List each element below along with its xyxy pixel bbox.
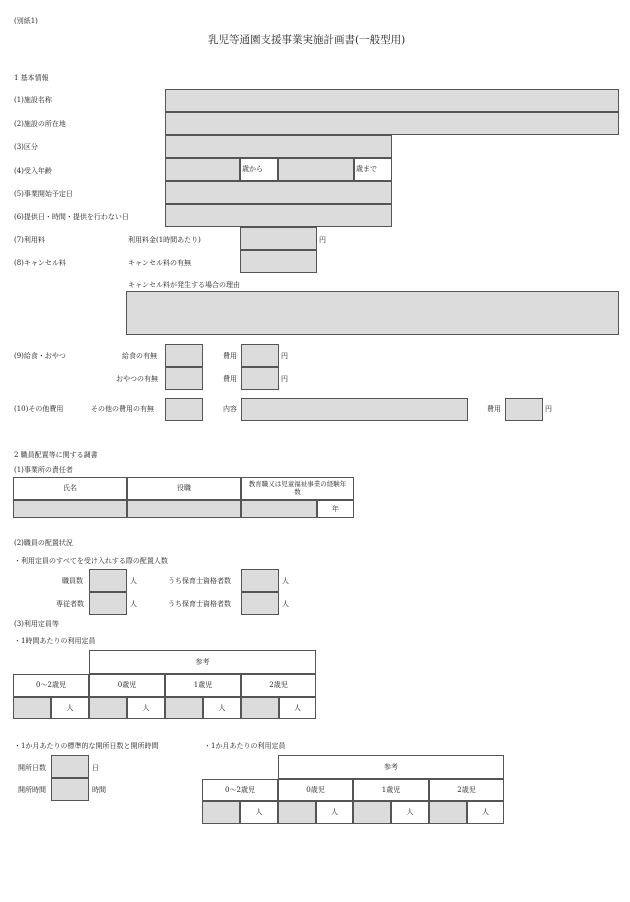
age-label: (4)受入年齢 (14, 167, 52, 175)
manager-years-unit-cell (317, 500, 354, 518)
open-days-unit: 日 (92, 764, 99, 772)
meal-cost-field[interactable] (241, 344, 279, 367)
open-days-field[interactable] (51, 755, 89, 778)
fee-yen-unit: 円 (319, 236, 326, 244)
start-date-label: (5)事業開始予定日 (14, 190, 73, 198)
fee-amount-label: 利用料金(1時間あたり) (128, 236, 201, 244)
per-month-2-field[interactable] (429, 801, 467, 824)
per-hour-2-unit (279, 697, 316, 719)
facility-address-label: (2)施設の所在地 (14, 120, 66, 128)
person-unit: 人 (406, 808, 414, 817)
other-yen-unit: 円 (545, 405, 552, 413)
other-presence-field[interactable] (165, 398, 203, 421)
other-cost-label: (10)その他費用 (14, 405, 64, 413)
snack-presence-label: おやつの有無 (116, 375, 158, 383)
per-hour-heading: ・1時間あたりの利用定員 (14, 637, 96, 645)
open-hours-unit: 時間 (92, 786, 106, 794)
age-0-2-text: 0～2歳児 (225, 785, 255, 794)
fee-amount-field[interactable] (240, 227, 317, 250)
category-field[interactable] (165, 135, 392, 158)
col-years-text: 教育職又は児童福祉事業の経験年数 (248, 479, 347, 496)
meals-label: (9)給食・おやつ (14, 352, 66, 360)
fulltime-qual-field[interactable] (241, 592, 279, 615)
fee-label: (7)利用料 (14, 236, 45, 244)
per-month-reference-header (278, 755, 504, 779)
per-month-col-1 (353, 779, 429, 801)
age-2-text: 2歳児 (269, 681, 288, 690)
age-2-text: 2歳児 (457, 785, 476, 794)
snack-cost-label: 費用 (223, 375, 237, 383)
per-hour-0-2-unit (51, 697, 89, 719)
per-hour-1-field[interactable] (165, 697, 203, 719)
person-unit: 人 (218, 703, 226, 712)
reference-text: 参考 (195, 657, 210, 666)
manager-role-field[interactable] (127, 500, 241, 518)
per-hour-0-unit (127, 697, 165, 719)
per-month-heading: ・1か月あたりの利用定員 (204, 742, 286, 750)
person-unit: 人 (294, 703, 301, 712)
section-2-heading: 2 職員配置等に関する調書 (14, 451, 98, 459)
fulltime-qual-unit: 人 (282, 600, 289, 608)
per-hour-1-unit (203, 697, 241, 719)
age-1-text: 1歳児 (193, 681, 213, 690)
age-0-2-text: 0～2歳児 (36, 681, 66, 690)
staff-count-field[interactable] (89, 569, 127, 592)
cancel-label: (8)キャンセル料 (14, 259, 66, 267)
staffing-heading: (2)職員の配置状況 (14, 539, 73, 547)
col-role-header (127, 477, 241, 500)
staff-qual-field[interactable] (241, 569, 279, 592)
age-from-unit: 歳から (242, 165, 263, 173)
age-to-field[interactable] (278, 158, 354, 181)
age-0-text: 0歳児 (306, 785, 325, 794)
per-month-1-unit (391, 801, 429, 824)
open-hours-label: 開所時間 (18, 786, 46, 794)
manager-heading: (1)事業所の責任者 (14, 466, 73, 474)
person-unit: 人 (142, 703, 150, 712)
manager-name-field[interactable] (13, 500, 127, 518)
age-from-field[interactable] (165, 158, 240, 181)
per-hour-0-2-field[interactable] (13, 697, 51, 719)
per-hour-0-field[interactable] (89, 697, 127, 719)
open-days-label: 開所日数 (18, 764, 46, 772)
section-1-heading: 1 基本情報 (14, 74, 49, 82)
other-content-label: 内容 (223, 405, 237, 413)
person-unit: 人 (482, 808, 489, 817)
fulltime-count-unit: 人 (130, 600, 137, 608)
cancel-presence-label: キャンセル料の有無 (128, 259, 191, 267)
cancel-reason-field[interactable] (126, 291, 619, 335)
snack-presence-field[interactable] (165, 367, 203, 390)
facility-name-field[interactable] (165, 89, 619, 112)
fulltime-count-label: 専従者数 (56, 600, 84, 608)
per-hour-reference-header (89, 650, 316, 674)
col-name-text: 氏名 (63, 484, 77, 493)
staff-count-label: 職員数 (62, 577, 83, 585)
per-month-1-field[interactable] (353, 801, 391, 824)
per-hour-2-field[interactable] (241, 697, 279, 719)
start-date-field[interactable] (165, 181, 392, 204)
cancel-presence-field[interactable] (240, 250, 317, 273)
age-0-text: 0歳児 (117, 681, 137, 690)
per-month-0-2-unit (240, 801, 278, 824)
per-month-col-2 (429, 779, 504, 801)
other-cost-field[interactable] (505, 398, 543, 421)
cancel-reason-label: キャンセル料が発生する場合の理由 (128, 281, 240, 289)
fulltime-count-field[interactable] (89, 592, 127, 615)
meal-presence-label: 給食の有無 (122, 352, 157, 360)
year-unit: 年 (332, 504, 339, 513)
staff-count-unit: 人 (130, 577, 137, 585)
age-to-unit: 歳まで (356, 165, 377, 173)
person-unit: 人 (66, 703, 74, 712)
meal-cost-label: 費用 (223, 352, 237, 360)
staffing-note: ・利用定員のすべてを受け入れする際の配置人数 (14, 557, 168, 565)
col-name-header (13, 477, 127, 500)
meal-yen-unit: 円 (281, 352, 288, 360)
document-title: 乳児等通園支援事業実施計画書(一般型用) (208, 34, 406, 46)
meal-presence-field[interactable] (165, 344, 203, 367)
col-role-text: 役職 (177, 484, 191, 493)
staff-qual-unit: 人 (282, 577, 289, 585)
per-hour-col-0 (89, 674, 165, 697)
monthly-open-heading: ・1か月あたりの標準的な開所日数と開所時間 (14, 742, 159, 750)
per-month-col-0-2 (202, 779, 278, 801)
per-hour-col-1 (165, 674, 241, 697)
snack-cost-field[interactable] (241, 367, 279, 390)
age-1-text: 1歳児 (381, 785, 401, 794)
snack-yen-unit: 円 (281, 375, 288, 383)
capacity-heading: (3)利用定員等 (14, 620, 59, 628)
fulltime-qual-label: うち保育士資格者数 (168, 600, 231, 608)
person-unit: 人 (331, 808, 338, 817)
manager-years-field[interactable] (241, 500, 317, 518)
person-unit: 人 (255, 808, 263, 817)
per-hour-col-2 (241, 674, 316, 697)
other-presence-label: その他の費用の有無 (91, 405, 154, 413)
open-hours-field[interactable] (51, 778, 89, 801)
days-label: (6)提供日・時間・提供を行わない日 (14, 213, 129, 221)
annex-label: (別紙1) (14, 17, 38, 25)
reference-text: 参考 (384, 762, 398, 771)
per-month-0-2-field[interactable] (202, 801, 240, 824)
category-label: (3)区分 (14, 143, 38, 151)
col-years-header (241, 477, 354, 500)
other-cost-amount-label: 費用 (487, 405, 501, 413)
facility-name-label: (1)施設名称 (14, 96, 52, 104)
per-month-2-unit (467, 801, 504, 824)
per-month-0-unit (316, 801, 353, 824)
per-month-col-0 (278, 779, 353, 801)
days-field[interactable] (165, 204, 392, 227)
per-month-0-field[interactable] (278, 801, 316, 824)
staff-qual-label: うち保育士資格者数 (168, 577, 231, 585)
per-hour-col-0-2 (13, 674, 89, 697)
facility-address-field[interactable] (165, 112, 619, 135)
other-content-field[interactable] (241, 398, 468, 421)
